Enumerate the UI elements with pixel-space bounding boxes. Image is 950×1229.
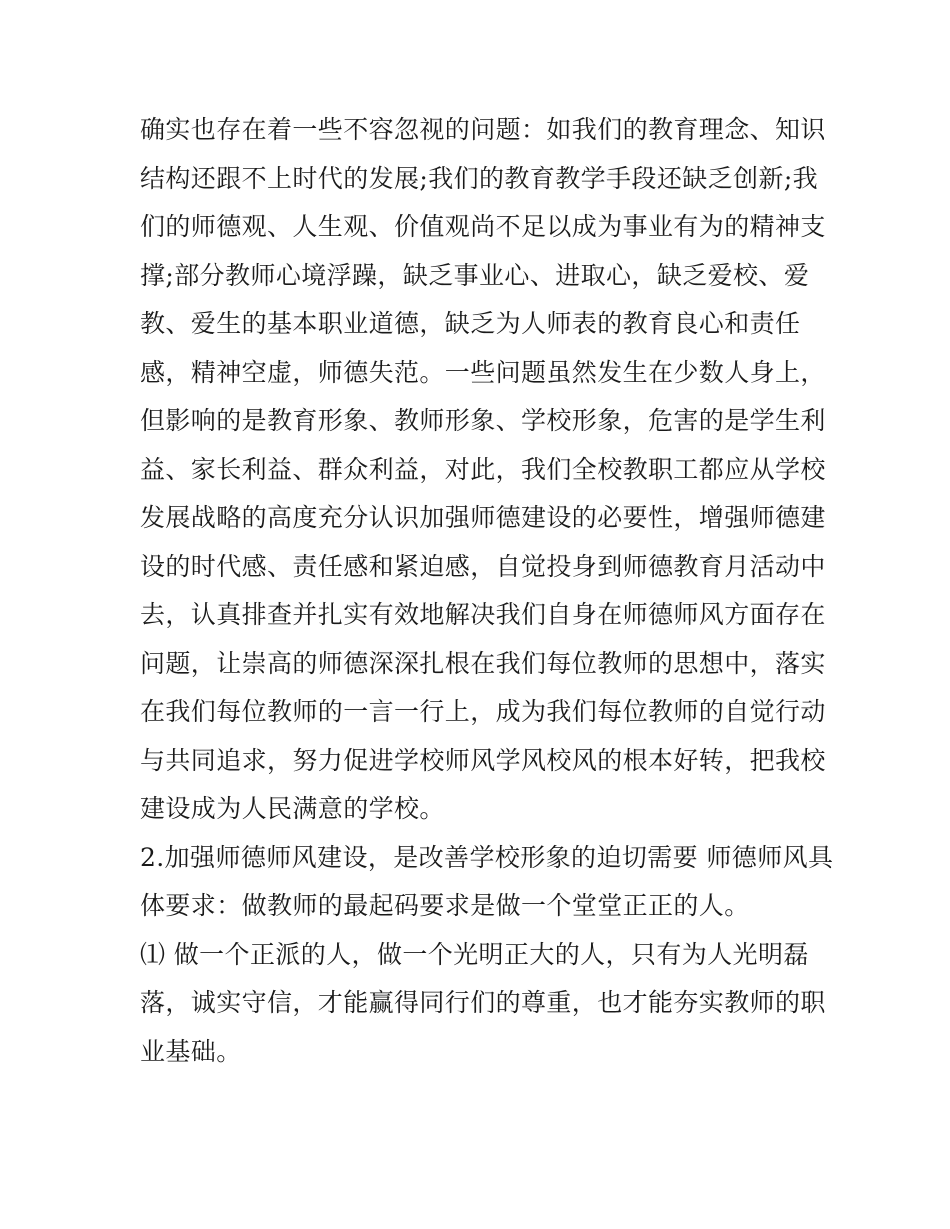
paragraph-line: 问题，让崇高的师德深深扎根在我们每位教师的思想中，落实 bbox=[140, 648, 826, 678]
paragraph-line: 撑;部分教师心境浮躁，缺乏事业心、进取心，缺乏爱校、爱 bbox=[140, 260, 810, 290]
paragraph-line: 建设成为人民满意的学校。 bbox=[140, 794, 445, 823]
paragraph-line: 感，精神空虚，师德失范。一些问题虽然发生在少数人身上， bbox=[140, 357, 826, 387]
paragraph-line: 益、家长利益、群众利益，对此，我们全校教职工都应从学校 bbox=[140, 454, 826, 484]
paragraph-line: 发展战略的高度充分认识加强师德建设的必要性，增强师德建 bbox=[140, 503, 826, 532]
paragraph-line: 教、爱生的基本职业道德，缺乏为人师表的教育良心和责任 bbox=[140, 309, 801, 338]
paragraph-line: 去，认真排查并扎实有效地解决我们自身在师德师风方面存在 bbox=[140, 600, 826, 629]
paragraph-line: 落，诚实守信，才能赢得同行们的尊重，也才能夯实教师的职 bbox=[140, 988, 826, 1017]
paragraph-line: 业基础。 bbox=[140, 1036, 242, 1066]
paragraph-line: 设的时代感、责任感和紧迫感，自觉投身到师德教育月活动中 bbox=[140, 551, 826, 581]
list-item-line: ⑴ 做一个正派的人，做一个光明正大的人，只有为人光明磊 bbox=[140, 939, 809, 969]
section-heading-line: 2.加强师德师风建设，是改善学校形象的迫切需要 师德师风具 bbox=[140, 842, 834, 872]
paragraph-line: 体要求：做教师的最起码要求是做一个堂堂正正的人。 bbox=[140, 891, 750, 920]
paragraph-line: 在我们每位教师的一言一行上，成为我们每位教师的自觉行动 bbox=[140, 697, 826, 726]
document-body bbox=[140, 106, 834, 1076]
paragraph-line: 确实也存在着一些不容忽视的问题：如我们的教育理念、知识 bbox=[140, 115, 826, 144]
paragraph-line: 与共同追求，努力促进学校师风学风校风的根本好转，把我校 bbox=[140, 745, 826, 775]
paragraph-line: 结构还跟不上时代的发展;我们的教育教学手段还缺乏创新;我 bbox=[140, 163, 819, 193]
paragraph-line: 们的师德观、人生观、价值观尚不足以成为事业有为的精神支 bbox=[140, 212, 826, 241]
paragraph-line: 但影响的是教育形象、教师形象、学校形象，危害的是学生利 bbox=[140, 406, 826, 435]
